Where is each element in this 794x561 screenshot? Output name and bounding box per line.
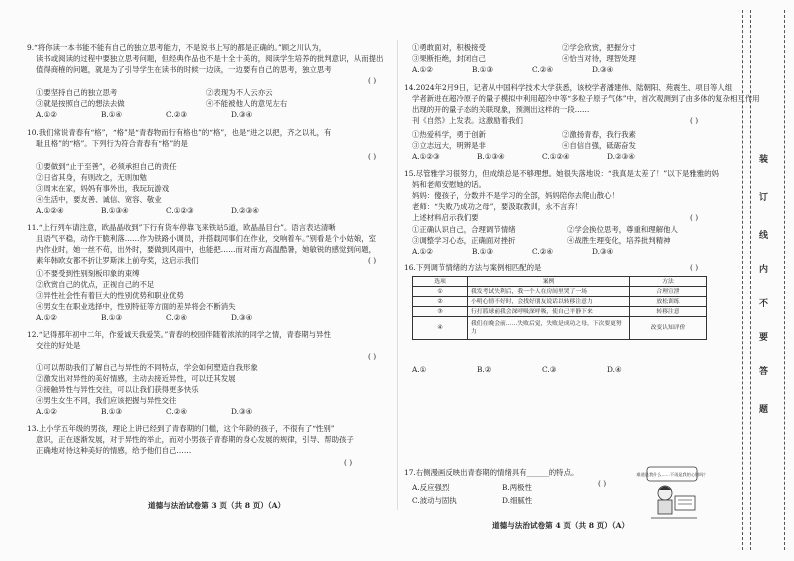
option: ②日省其身，有则改之，无则加勉: [36, 173, 147, 182]
q11-line-1: 11.“上行列车请注意，欧晶晶收到”下行有货车停靠飞来铁站5道，欧晶晶目台”。语言表达清晰: [27, 223, 336, 232]
option-row: [412, 225, 722, 235]
option[interactable]: D.细腻性: [502, 496, 533, 505]
q13-line-2: 意识，正在逐渐发展，对于异性的举止，而对小男孩子青春期的身心发展的规律，引导、帮助孩子: [36, 435, 354, 444]
choice[interactable]: A.①②: [36, 110, 57, 119]
option-row: [412, 236, 722, 246]
choice[interactable]: A.①②: [36, 407, 57, 416]
table-row: [413, 317, 707, 340]
option: ②欣赏自己的优点，正视自己的不足: [36, 280, 155, 289]
q10-line-2: 耻且格”的“格”。下列行为符合青春有“格”的是: [36, 139, 188, 148]
option-row: [412, 483, 592, 493]
q16-table: [412, 276, 707, 340]
choice[interactable]: D.②③④: [607, 152, 635, 161]
table-cell: 改变认知评价: [630, 317, 707, 340]
option: ④恰当对待，理智处理: [562, 54, 636, 63]
binding-char: 装: [759, 155, 769, 165]
q16-stem: 16.下列调节情绪的方法与案例相匹配的是: [404, 263, 542, 272]
option: ③异性社会性有着巨大的性别优势和职业优势: [36, 291, 184, 300]
choice-row: [36, 206, 296, 216]
choice[interactable]: C.②④: [166, 407, 187, 416]
option: ④男生女生不同，我们应该把握与异性交往: [36, 396, 177, 405]
binding-char: 题: [759, 405, 769, 415]
option: ①正确认识自己，合理调节情绪: [412, 225, 516, 234]
option: ③调整学习心态，正确面对挫折: [412, 236, 516, 245]
q11-line-2: 且语气平稳，动作干脆利落……作为铁路小调员，并搭载同事们在作业，交响着车。”别看是个小姑娘，室: [36, 234, 377, 243]
option-row: [412, 496, 592, 506]
option: ③果断拒绝，封闭自己: [412, 54, 486, 63]
answer-paren[interactable]: ( ): [368, 76, 377, 85]
option-row: [412, 43, 712, 53]
table-cell: 我发考试失利后，我一个人在房间里哭了一场: [468, 287, 630, 297]
choice[interactable]: B.①④: [101, 110, 123, 119]
q15-line-4: 老师：“失败乃成功之母”，要汲取教训，永不言弃！: [412, 202, 583, 211]
choice[interactable]: D.③④: [592, 247, 614, 256]
q11-line-3: 内作业时，她一丝不苟，出外时，要做到风雨中，也能把……而对南方高温酷暑，她敏锐的感觉到问题，: [36, 245, 376, 254]
binding-strip: [736, 0, 794, 561]
answer-paren[interactable]: ( ): [344, 458, 353, 467]
option: ①勇敢面对，积极接受: [412, 43, 486, 52]
option-row: [412, 54, 712, 64]
option: ①热爱科学，勇于创新: [412, 130, 486, 139]
q14-line-3: 出现的开的量子态的关联现象，预测出这样的一段……: [412, 105, 590, 114]
answer-paren[interactable]: ( ): [690, 116, 699, 125]
q10-line-1: 10.我们常说青春有“格”，“格”是“青春物而行有格也”的“格”，也是“进之以把，齐之以礼，有: [27, 128, 332, 137]
choice[interactable]: A.①②: [36, 313, 57, 322]
choice-row: [412, 247, 652, 257]
table-cell: ③: [413, 307, 468, 317]
option: ④生活中，要友善、诚信、宽容、敬业: [36, 195, 162, 204]
choice[interactable]: B.①③: [101, 407, 123, 416]
q12-line-2: 交往的好处是: [36, 341, 81, 350]
table-header: 案例: [468, 277, 630, 287]
q14-line-2: 学者新进在超冷原子的量子模拟中利用超冷中等“多粒子原子气体”中，首次观测到了由多体的复杂相互作用: [412, 94, 760, 103]
choice[interactable]: B.①③④: [477, 152, 505, 161]
choice[interactable]: A.①②: [412, 65, 433, 74]
answer-paren[interactable]: ( ): [690, 213, 699, 222]
answer-paren[interactable]: ( ): [690, 263, 699, 272]
option-row: [36, 88, 376, 98]
cartoon-illustration: [636, 466, 708, 524]
option: ③就是按照自己的想法去做: [36, 99, 125, 108]
q15-line-3: 妈妈：傻孩子，分数并不是学习的全部，妈妈陪你去爬山散心！: [412, 191, 619, 200]
option[interactable]: B.两极性: [502, 483, 532, 492]
option: ①要做到“止于至善”，必须承担自己的责任: [36, 162, 177, 171]
cartoon-caption: 难道是我什么……不再是我的心错吗？: [636, 472, 708, 477]
choice[interactable]: B.①③: [472, 65, 494, 74]
table-cell: 行打篮球前我会深呼吸深呼吸，使自己平静下来: [468, 307, 630, 317]
choice-row: [412, 152, 672, 162]
choice[interactable]: C.①②④: [542, 152, 570, 161]
option-row: [36, 99, 376, 109]
choice[interactable]: A.①: [412, 365, 427, 374]
choice[interactable]: D.③④: [231, 110, 253, 119]
choice-row: [36, 110, 296, 120]
table-row: [413, 297, 707, 307]
binding-char: 要: [759, 333, 769, 343]
table-cell: 合理宣泄: [630, 287, 707, 297]
option: ①不要受到性别刻板印象的束缚: [36, 269, 140, 278]
answer-paren[interactable]: ( ): [368, 256, 377, 265]
answer-paren[interactable]: ( ): [368, 352, 377, 361]
binding-char: 线: [759, 231, 769, 241]
q9-line-3: 值得商榷的问题，就是为了引导学生在读书的时候一边读，一边要有自己的思考，独立思考: [36, 65, 332, 74]
page-footer: 道德与法治试卷第 3 页（共 8 页）（A）: [148, 501, 286, 510]
choice[interactable]: D.③④: [231, 313, 253, 322]
q17-stem: 17.右侧漫画反映出青春期的情绪具有______的特点。: [404, 468, 579, 477]
q12-line-1: 12.“记得那年初中二年，作爱诚天我爱笑。”青春的校园伴随着浓浓的同学之情，青春期与异性: [27, 330, 331, 339]
choice[interactable]: C.③: [542, 365, 557, 374]
option: ④不能被他人的意见左右: [206, 99, 288, 108]
table-header: 选项: [413, 277, 468, 287]
table-header: 方法: [630, 277, 707, 287]
option: ②激发出对异性的美好情感，主动去接近异性，可以迁其发展: [36, 374, 236, 383]
dashed-line: [784, 10, 786, 550]
binding-char: 内: [759, 265, 769, 275]
option: ③接触异性与异性交往，可以让我们获得更多快乐: [36, 385, 199, 394]
choice[interactable]: B.②: [477, 365, 492, 374]
choice-row: [412, 65, 652, 75]
option: ④男女生在职业选择中，性别特征等方面的差异将会不断消失: [36, 302, 236, 311]
table-cell: 小明心情不好时，会找好朋友说话以转移注意力: [468, 297, 630, 307]
choice[interactable]: C.②④: [532, 65, 553, 74]
dashed-line: [742, 10, 744, 550]
table-cell: ①: [413, 287, 468, 297]
q15-line-5: 上述材料启示我们要: [412, 213, 479, 222]
answer-paren[interactable]: ( ): [368, 152, 377, 161]
choice[interactable]: C.②④: [166, 313, 187, 322]
option: ③周末在家，妈妈有事外出，我玩玩游戏: [36, 184, 170, 193]
table-cell: 转移注意: [630, 307, 707, 317]
choice[interactable]: D.③④: [592, 65, 614, 74]
option: ②学会欣赏，把握分寸: [562, 43, 636, 52]
table-cell: 放松训练: [630, 297, 707, 307]
choice-row: [412, 365, 672, 375]
choice[interactable]: D.③④: [231, 407, 253, 416]
page-footer: 道德与法治试卷第 4 页（共 8 页）（A）: [492, 521, 630, 530]
binding-char: 答: [759, 367, 769, 377]
option: ②学会换位思考，尊重和理解他人: [567, 225, 678, 234]
option: ②表现为不人云亦云: [206, 88, 273, 97]
table-row: [413, 307, 707, 317]
table-cell: ②: [413, 297, 468, 307]
dashed-line: [750, 10, 752, 550]
table-cell: 我们在晚会前……失败后觉，失败是成功之母，下次要更努力: [468, 317, 630, 340]
choice[interactable]: C.②④: [532, 247, 553, 256]
option: ②激扬青春，我行我素: [562, 130, 636, 139]
q15-line-1: 15.尽管雅学习很努力，但成绩总是不够理想。她很失落地说：“我真是太差了！”以下是雅雅的妈: [404, 169, 719, 178]
choice-row: [36, 313, 296, 323]
option[interactable]: A.反应强烈: [412, 483, 450, 492]
q13-line-1: 13.上小学五年级的男孩，理论上讲已经到了青春期的门槛，这个年龄的孩子，不很有了“性别”: [27, 424, 335, 433]
option-row: [412, 130, 712, 140]
option: ①要坚持自己的独立思考: [36, 88, 118, 97]
option: ③立志远大，明辨是非: [412, 141, 486, 150]
q9-line-1: 9.“将你读一本书能不能有自己的独立思考能力，不是说书上写的都是正确的。”顾之川认为，: [27, 43, 327, 52]
option: ④战胜生理变化，培养批判精神: [567, 236, 671, 245]
table-cell: ④: [413, 317, 468, 340]
option-row: [412, 141, 712, 151]
binding-char: 订: [759, 193, 769, 203]
option: ④自信自强，砥砺奋发: [562, 141, 636, 150]
choice[interactable]: B.①③: [101, 313, 123, 322]
choice[interactable]: B.①③: [472, 247, 494, 256]
answer-paren[interactable]: ( ): [598, 479, 607, 488]
q15-line-2: 妈和老师安慰她的话。: [412, 180, 486, 189]
choice[interactable]: A.①②④: [36, 206, 64, 215]
exam-page-4: [398, 0, 760, 561]
q11-line-4: 素年韩欧女都不折让罗斯沫上前夸奖，这启示我们: [36, 256, 199, 265]
q13-line-3: 正确地对待这种美好的情感，给予他们自己……: [36, 446, 192, 455]
option[interactable]: C.波动与固执: [412, 496, 457, 505]
binding-char: 不: [759, 299, 769, 309]
choice[interactable]: D.②③④: [231, 206, 259, 215]
q14-line-4: 刊《自然》上发表。这激励着我们: [412, 116, 523, 125]
choice[interactable]: C.①②③: [166, 206, 194, 215]
choice[interactable]: C.②③: [166, 110, 187, 119]
q14-line-1: 14.2024年2月9日，记者从中国科学技术大学获悉，该校学者潘建伟、陆朝阳、苑震生、项目等人组: [404, 83, 733, 92]
choice[interactable]: A.①②③: [412, 152, 440, 161]
q9-line-2: 读书或阅读的过程中要独立思考问题，但经典作品也不是十全十美的，阅读学生培养的批判意识，从而提出: [36, 54, 384, 63]
table-header-row: [413, 277, 707, 287]
table-row: [413, 287, 707, 297]
option: ①可以帮助我们了解自己与异性的不同特点，学会如何塑造自我形象: [36, 363, 258, 372]
choice-row: [36, 407, 296, 417]
choice[interactable]: A.①②: [412, 247, 433, 256]
choice[interactable]: D.④: [607, 365, 622, 374]
choice[interactable]: B.①③④: [101, 206, 129, 215]
